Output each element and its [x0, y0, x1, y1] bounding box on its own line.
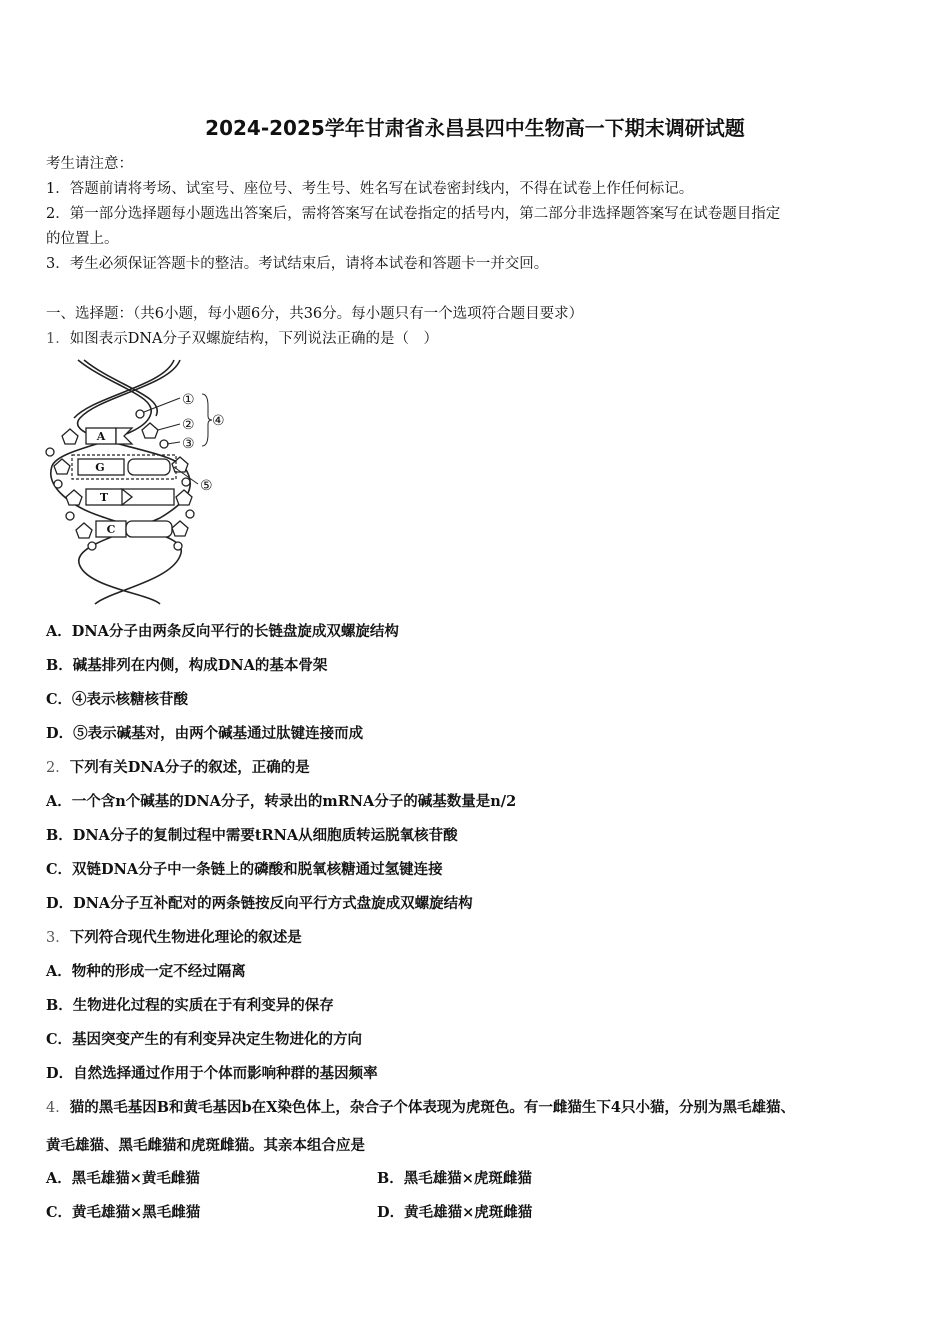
option-c[interactable]: C．黄毛雄猫×黑毛雌猫	[46, 1204, 201, 1221]
question-number: 2．	[46, 760, 70, 776]
option-a[interactable]: A．物种的形成一定不经过隔离	[46, 963, 246, 980]
marker-2: ②	[182, 417, 195, 433]
option-a[interactable]: A．DNA分子由两条反向平行的长链盘旋成双螺旋结构	[46, 623, 399, 640]
option-a[interactable]: A．黑毛雄猫×黄毛雌猫	[46, 1170, 200, 1187]
marker-5: ⑤	[200, 478, 213, 494]
question-text: 下列符合现代生物进化理论的叙述是	[69, 929, 302, 946]
option-d[interactable]: D．黄毛雄猫×虎斑雌猫	[377, 1204, 533, 1221]
question-number: 1．	[46, 331, 70, 347]
question-3-stem	[46, 926, 302, 947]
notice-item: 3．考生必须保证答题卡的整洁。考试结束后，请将本试卷和答题卡一并交回。	[46, 256, 549, 272]
base-label-g: G	[95, 461, 105, 474]
question-text: 猫的黑毛基因B和黄毛基因b在X染色体上，杂合子个体表现为虎斑色。有一雌猫生下4只小猫，分别为黑毛雄猫、	[69, 1099, 795, 1116]
option-b[interactable]: B．生物进化过程的实质在于有利变异的保存	[46, 997, 334, 1014]
base-label-c: C	[106, 523, 116, 536]
option-b[interactable]: B．碱基排列在内侧，构成DNA的基本骨架	[46, 657, 328, 674]
question-text: 下列有关DNA分子的叙述，正确的是	[69, 759, 310, 776]
question-number: 3．	[46, 930, 70, 946]
option-d[interactable]: D．自然选择通过作用于个体而影响种群的基因频率	[46, 1065, 378, 1082]
option-c[interactable]: C．④表示核糖核苷酸	[46, 691, 189, 708]
notice-item: 2．第一部分选择题每小题选出答案后，需将答案写在试卷指定的括号内，第二部分非选择题答案写在试卷题目指定	[46, 206, 781, 222]
marker-1: ①	[182, 392, 195, 408]
notice-item: 的位置上。	[46, 231, 119, 247]
option-a[interactable]: A．一个含n个碱基的DNA分子，转录出的mRNA分子的碱基数量是n/2	[46, 793, 517, 810]
option-d[interactable]: D．DNA分子互补配对的两条链按反向平行方式盘旋成双螺旋结构	[46, 895, 473, 912]
notice-heading: 考生请注意：	[46, 156, 133, 172]
question-number: 4．	[46, 1100, 70, 1116]
question-1-stem	[46, 327, 438, 348]
question-4-stem-continued: 黄毛雄猫、黑毛雌猫和虎斑雌猫。其亲本组合应是	[46, 1137, 365, 1154]
option-d[interactable]: D．⑤表示碱基对，由两个碱基通过肽键连接而成	[46, 725, 364, 742]
question-text: 如图表示DNA分子双螺旋结构，下列说法正确的是（ ）	[69, 331, 439, 347]
base-label-a: A	[96, 430, 106, 443]
question-2-stem	[46, 756, 310, 777]
section-heading: 一、选择题：（共6小题，每小题6分，共36分。每小题只有一个选项符合题目要求）	[46, 306, 584, 322]
option-b[interactable]: B．DNA分子的复制过程中需要tRNA从细胞质转运脱氧核苷酸	[46, 827, 458, 844]
dna-double-helix-diagram	[40, 356, 240, 606]
option-c[interactable]: C．基因突变产生的有利变异决定生物进化的方向	[46, 1031, 363, 1048]
question-4-stem	[46, 1096, 795, 1117]
marker-3: ③	[182, 436, 195, 452]
page-title: 2024-2025学年甘肃省永昌县四中生物高一下期末调研试题	[205, 116, 745, 140]
option-c[interactable]: C．双链DNA分子中一条链上的磷酸和脱氧核糖通过氢键连接	[46, 861, 443, 878]
option-b[interactable]: B．黑毛雄猫×虎斑雌猫	[377, 1170, 532, 1187]
notice-item: 1．答题前请将考场、试室号、座位号、考生号、姓名写在试卷密封线内，不得在试卷上作任何标记。	[46, 181, 694, 197]
marker-4: ④	[212, 413, 225, 429]
base-label-t: T	[99, 491, 109, 504]
